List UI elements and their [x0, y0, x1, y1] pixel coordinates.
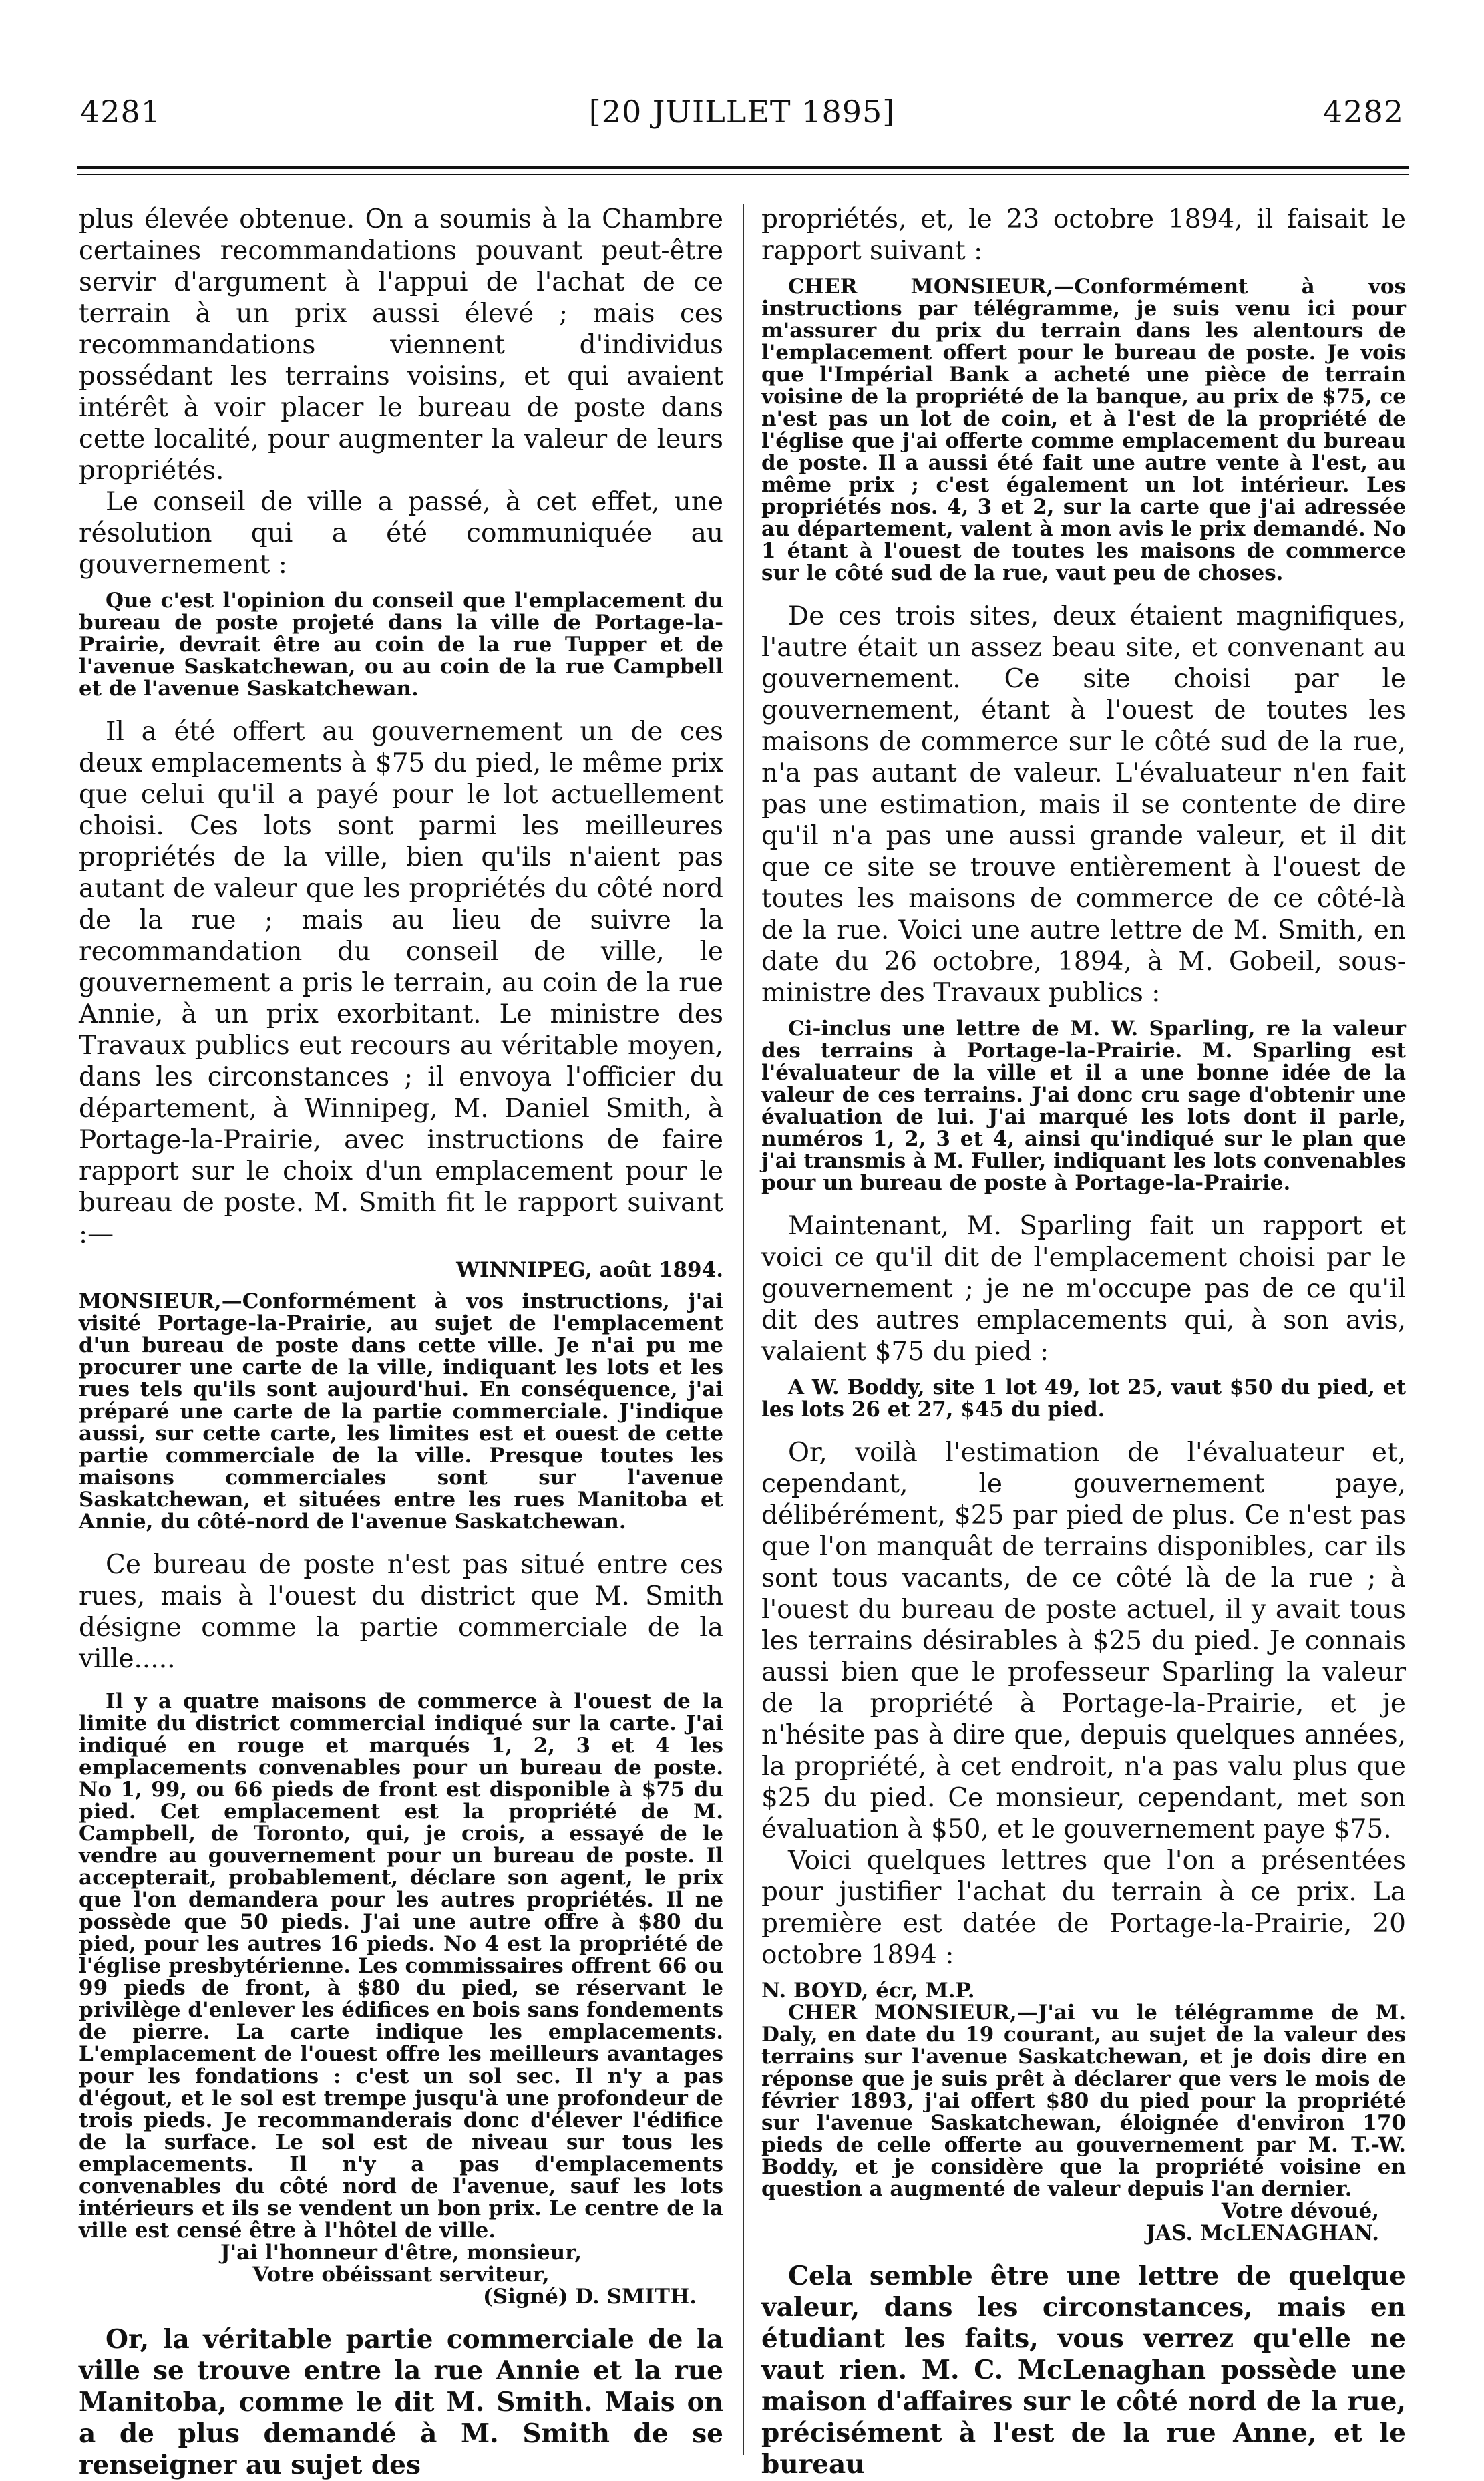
quoted-valuation: A W. Boddy, site 1 lot 49, lot 25, vaut $50 du pied, et les lots 26 et 27, $45 du pied. [761, 1375, 1406, 1422]
page-number-right: 4282 [1322, 94, 1404, 130]
quoted-letter: Il y a quatre maisons de commerce à l'ouest de la limite du district commercial indiqué sur la carte. J'ai indiqué en rouge et marqués 1, 2, 3 et 4 les emplacements convenables pour un bureau de poste. No 1, 99, ou 66 pieds de front est disponible à $75 du pied. Cet emplacement est la propriété de M. Campbell, de Toronto, qui, je crois, a essayé de le vendre au gouvernement pour un bureau de poste. Il accepterait, probablement, déclare son agent, le prix que l'on demandera pour les autres propriétés. Il ne possède que 50 pieds. J'ai une autre offre à $80 du pied, pour les autres 16 pieds. No 4 est la propriété de l'église presbytérienne. Les commissaires offrent 66 ou 99 pieds de front, à $80 du pied, se réservant le privilège d'enlever les édifices en bois sans fondements de pierre. La carte indique les emplacements. L'emplacement de l'ouest offre les meilleurs avantages pour les fondations : c'est un sol sec. Il n'y a pas d'égout, et le sol est trempe jusqu'à une profondeur de trois pieds. Je recommanderais donc d'élever l'édifice de la surface. Le sol est de niveau sur tous les emplacements. Il n'y a pas d'emplacements convenables du côté nord de l'avenue, sauf les lots intérieurs et ils se vendent un bon prix. Le centre de la ville est censé être à l'hôtel de ville. [79, 1689, 723, 2243]
paragraph: propriétés, et, le 23 octobre 1894, il faisait le rapport suivant : [761, 204, 1406, 266]
right-column [761, 204, 1406, 2480]
header-rule-thick [77, 166, 1409, 169]
letter-dateline: WINNIPEG, août 1894. [456, 1258, 723, 1282]
column-divider [743, 204, 744, 2455]
paragraph: Il a été offert au gouvernement un de ces deux emplacements à $75 du pied, le même prix que celui qu'il a payé pour le lot actuellement choisi. Ces lots sont parmi les meilleures propriétés de la ville, bien qu'ils n'aient pas autant de valeur que les propriétés du côté nord de la rue ; mais au lieu de suivre la recommandation du conseil de ville, le gouvernement a pris le terrain, au coin de la rue Annie, à un prix exorbitant. Le ministre des Travaux publics eut recours au véritable moyen, dans les circonstances ; il envoya l'officier du département, à Winnipeg, M. Daniel Smith, à Portage-la-Prairie, avec instructions de faire rapport sur le choix d'un emplacement pour le bureau de poste. M. Smith fit le rapport suivant :— [79, 717, 723, 1249]
quoted-letter: CHER MONSIEUR,—Conformément à vos instructions par télégramme, je suis venu ici pour m'assurer du prix du terrain dans les alentours de l'emplacement offert pour le bureau de poste. Je vois que l'Impérial Bank a acheté une pièce de terrain voisine de la propriété de la banque, au prix de $75, ce n'est pas un lot de coin, et à l'est de la propriété de l'église que j'ai offerte comme emplacement du bureau de poste. Il a aussi été fait une autre vente à l'est, au même prix ; c'est également un lot intérieur. Les propriétés nos. 4, 3 et 2, sur la carte que j'ai adressée au département, valent à mon avis le prix demandé. No 1 étant à l'ouest de toutes les maisons de commerce sur le côté sud de la rue, vaut peu de choses. [761, 275, 1406, 585]
letter-closing: Votre obéissant serviteur, [252, 2263, 550, 2287]
header-rule-thin [77, 174, 1409, 175]
letter-signature: (Signé) D. SMITH. [483, 2285, 697, 2309]
left-column [79, 204, 723, 2480]
quoted-letter: MONSIEUR,—Conformément à vos instructions, j'ai visité Portage-la-Prairie, au sujet de l'emplacement d'un bureau de poste dans cette ville. Je n'ai pu me procurer une carte de la ville, indiquant les lots et les rues tels qu'ils sont aujourd'hui. En conséquence, j'ai préparé une carte de la partie commerciale. J'indique aussi, sur cette carte, les limites est et ouest de cette partie commerciale de la ville. Presque toutes les maisons commerciales sont sur l'avenue Saskatchewan, et situées entre les rues Manitoba et Annie, du côté-nord de l'avenue Saskatchewan. [79, 1289, 723, 1534]
quoted-letter: CHER MONSIEUR,—J'ai vu le télégramme de M. Daly, en date du 19 courant, au sujet de la valeur des terrains sur l'avenue Saskatchewan, et je dois dire en réponse que je suis prêt à déclarer que vers le mois de février 1893, j'ai offert $80 du pied pour la propriété sur l'avenue Saskatchewan, éloignée d'environ 170 pieds de celle offerte au gouvernement par M. T.-W. Boddy, et je considère que la propriété voisine en question a augmenté de valeur depuis l'an dernier. [761, 2001, 1406, 2201]
paragraph: Maintenant, M. Sparling fait un rapport et voici ce qu'il dit de l'emplacement choisi par le gouvernement ; je ne m'occupe pas de ce qu'il dit des autres emplacements qui, à son avis, valaient $75 du pied : [761, 1211, 1406, 1367]
quoted-resolution: Que c'est l'opinion du conseil que l'emplacement du bureau de poste projeté dans la ville de Portage-la-Prairie, devrait être au coin de la rue Tupper et de l'avenue Saskatchewan, ou au coin de la rue Campbell et de l'avenue Saskatchewan. [79, 589, 723, 701]
quoted-letter: Ci-inclus une lettre de M. W. Sparling, re la valeur des terrains à Portage-la-Prairie. M. Sparling est l'évaluateur de la ville et il a une bonne idée de la valeur de ces terrains. J'ai donc cru sage d'obtenir une évaluation de lui. J'ai marqué les lots dont il parle, numéros 1, 2, 3 et 4, ainsi qu'indiqué sur le plan que j'ai transmis à M. Fuller, indiquant les lots convenables pour un bureau de poste à Portage-la-Prairie. [761, 1017, 1406, 1195]
paragraph: Or, voilà l'estimation de l'évaluateur et, cependant, le gouvernement paye, délibérément, $25 par pied de plus. Ce n'est pas que l'on manquât de terrains disponibles, car ils sont tous vacants, de ce côté là de la rue ; à l'ouest du bureau de poste actuel, il y avait tous les terrains désirables à $25 du pied. Je connais aussi bien que le professeur Sparling la valeur de la propriété à Portage-la-Prairie, et je n'hésite pas à dire que, depuis quelques années, la propriété, à cet endroit, n'a pas valu plus que $25 du pied. Ce monsieur, cependant, met son évaluation à $50, et le gouvernement paye $75. [761, 1438, 1406, 1844]
paragraph: plus élevée obtenue. On a soumis à la Chambre certaines recommandations pouvant peut-être servir d'argument à l'appui de l'achat de ce terrain à un prix aussi élevé ; mais ces recommandations viennent d'individus possédant les terrains voisins, et qui avaient intérêt à voir placer le bureau de poste dans cette localité, pour augmenter la valeur de leurs propriétés. [79, 204, 723, 486]
paragraph: Cela semble être une lettre de quelque valeur, dans les circonstances, mais en étudiant les faits, vous verrez qu'elle ne vaut rien. M. C. McLenaghan possède une maison d'affaires sur le côté nord de la rue, précisément à l'est de la rue Anne, et le bureau [761, 2261, 1406, 2480]
page-header [0, 94, 1484, 134]
paragraph: Voici quelques lettres que l'on a présentées pour justifier l'achat du terrain à ce prix. La première est datée de Portage-la-Prairie, 20 octobre 1894 : [761, 1846, 1406, 1970]
paragraph: Ce bureau de poste n'est pas situé entre ces rues, mais à l'ouest du district que M. Smith désigne comme la partie commerciale de la ville..... [79, 1550, 723, 1674]
letter-signature: JAS. McLENAGHAN. [1145, 2221, 1379, 2245]
paragraph: Or, la véritable partie commerciale de la ville se trouve entre la rue Annie et la rue Manitoba, comme le dit M. Smith. Mais on a de plus demandé à M. Smith de se renseigner au sujet des [79, 2324, 723, 2480]
header-date: [20 JUILLET 1895] [588, 94, 896, 130]
paragraph: Le conseil de ville a passé, à cet effet, une résolution qui a été communiquée au gouvernement : [79, 487, 723, 580]
paragraph: De ces trois sites, deux étaient magnifiques, l'autre était un assez beau site, et convenant au gouvernement. Ce site choisi par le gouvernement, étant à l'ouest de toutes les maisons de commerce sur le côté sud de la rue, n'a pas autant de valeur. L'évaluateur n'en fait pas une estimation, mais il se contente de dire qu'il n'a pas une aussi grande valeur, et il dit que ce site se trouve entièrement à l'ouest de toutes les maisons de commerce de ce côté-là de la rue. Voici une autre lettre de M. Smith, en date du 26 octobre, 1894, à M. Gobeil, sous-ministre des Travaux publics : [761, 601, 1406, 1008]
letter-closing: Votre dévoué, [1221, 2199, 1379, 2223]
letter-closing: J'ai l'honneur d'être, monsieur, [220, 2241, 582, 2265]
page-number-left: 4281 [80, 94, 162, 130]
letter-addressee: N. BOYD, écr, M.P. [761, 1979, 975, 2003]
